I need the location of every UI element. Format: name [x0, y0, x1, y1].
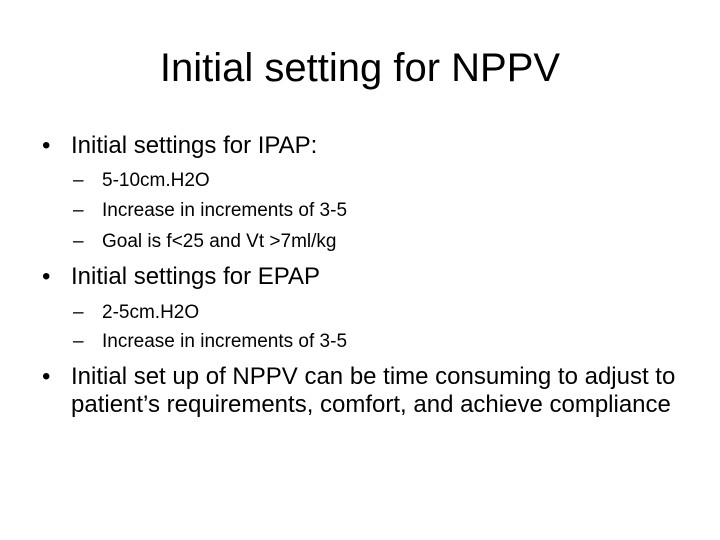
bullet-ipap [42, 132, 682, 160]
sub-bullet [73, 328, 673, 356]
bullet-text: Initial settings for EPAP [71, 263, 320, 290]
sub-bullet-marker: – [73, 200, 84, 221]
bullet-marker: • [42, 363, 51, 390]
sub-bullet-text: 2-5cm.H2O [102, 302, 200, 323]
bullet-text: Initial settings for IPAP: [71, 132, 318, 159]
sub-bullet-marker: – [73, 302, 84, 323]
sub-bullet-marker: – [73, 170, 84, 191]
sub-bullet [73, 167, 673, 195]
sub-bullet [73, 228, 673, 256]
sub-bullet-text: Increase in increments of 3-5 [102, 200, 348, 221]
bullet-marker: • [42, 263, 51, 290]
sub-bullet [73, 197, 673, 225]
bullet-setup [42, 363, 682, 419]
sub-bullet-marker: – [73, 231, 84, 252]
bullet-text: Initial set up of NPPV can be time consuming to adjust to patient’s requirements, comfort, and achieve compliance [71, 363, 676, 418]
sub-bullet-marker: – [73, 331, 84, 352]
sub-bullet-text: 5-10cm.H2O [102, 170, 210, 191]
sub-bullet-text: Goal is f<25 and Vt >7ml/kg [102, 231, 337, 252]
sub-bullet-text: Increase in increments of 3-5 [102, 331, 348, 352]
bullet-marker: • [42, 132, 51, 159]
slide-title: Initial setting for NPPV [159, 46, 561, 90]
bullet-epap [42, 263, 682, 291]
sub-bullet [73, 299, 673, 327]
